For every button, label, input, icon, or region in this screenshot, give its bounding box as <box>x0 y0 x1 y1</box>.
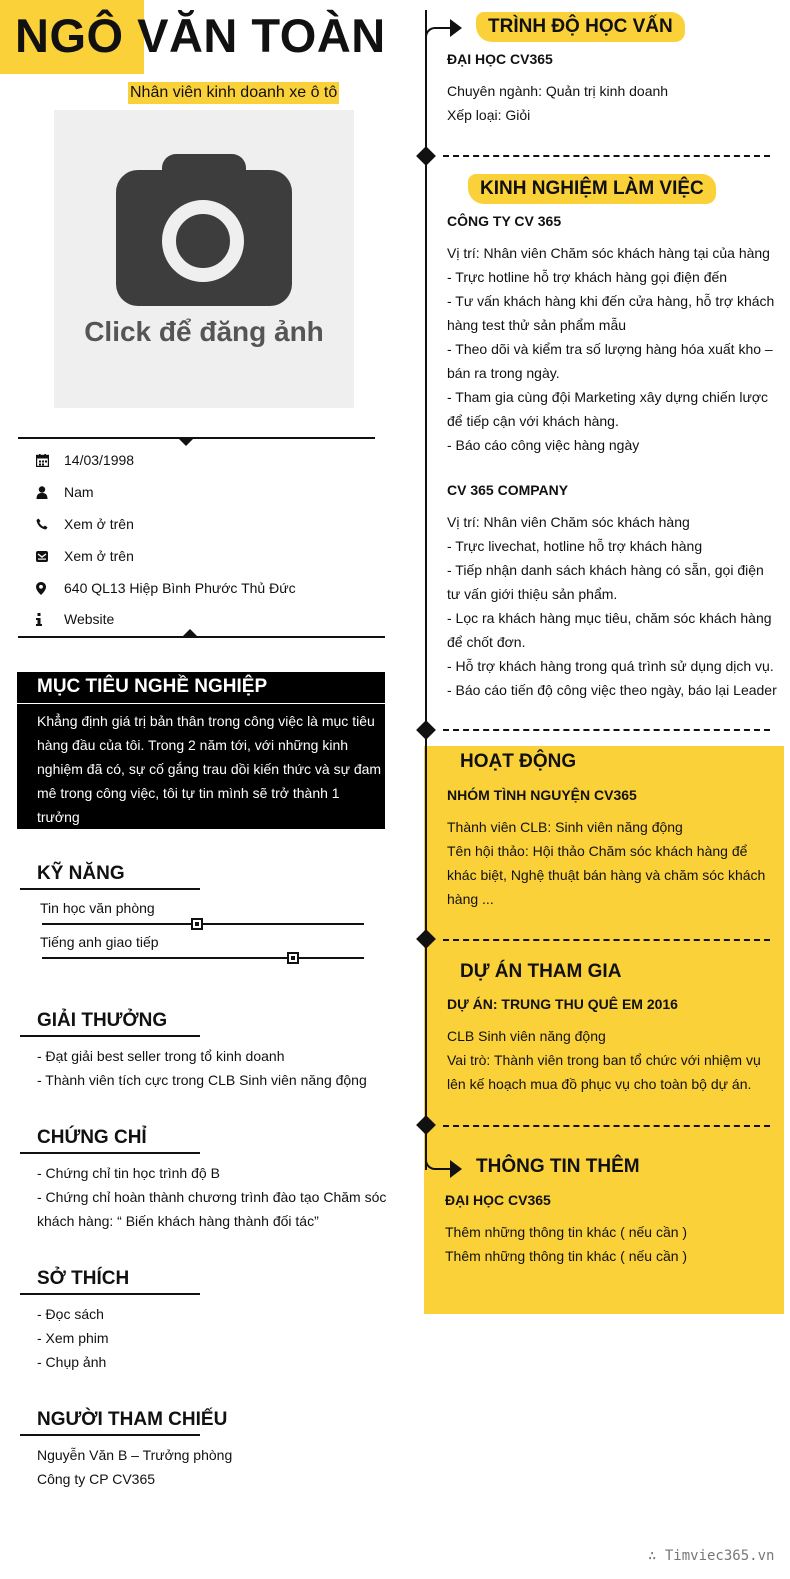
job-title: Nhân viên kinh doanh xe ô tô <box>128 82 339 104</box>
skill-label: Tiếng anh giao tiếp <box>40 934 159 950</box>
job-line: Vị trí: Nhân viên Chăm sóc khách hàng <box>447 514 690 530</box>
project-line: Vai trò: Thành viên trong ban tổ chức với nhiệm vụ <box>447 1052 761 1068</box>
job-line: - Lọc ra khách hàng mục tiêu, chăm sóc khách hàng <box>447 610 772 626</box>
section-separator <box>443 729 770 731</box>
gender-value: Nam <box>64 484 94 500</box>
objective-line: phòng CSKH trong tương lai. <box>37 833 219 849</box>
activity-line: khác biệt, Nghệ thuật bán hàng và chăm sóc khách <box>447 867 766 883</box>
hobbies-list <box>37 1302 109 1374</box>
divider-arrow-down <box>178 438 194 446</box>
education-details <box>447 79 777 127</box>
skill-level-knob <box>287 952 299 964</box>
activity-line: hàng ... <box>447 891 494 907</box>
job-company: CV 365 COMPANY <box>447 482 569 498</box>
section-separator <box>443 939 770 941</box>
job-line: - Tư vấn khách hàng khi đến cửa hàng, hỗ trợ khách <box>447 293 775 309</box>
website-value: Website <box>64 611 115 627</box>
job-line: Vị trí: Nhân viên Chăm sóc khách hàng tại của hàng <box>447 245 770 261</box>
certificates-divider <box>20 1152 200 1154</box>
activity-line: Tên hội thảo: Hội thảo Chăm sóc khách hàng để <box>447 843 748 859</box>
job-details <box>447 510 777 702</box>
hobby-item: - Xem phim <box>37 1330 109 1346</box>
activities-title: HOẠT ĐỘNG <box>460 751 577 772</box>
career-objective <box>17 672 385 849</box>
additional-title: THÔNG TIN THÊM <box>476 1156 640 1177</box>
skill-level-knob <box>191 918 203 930</box>
awards-title: GIẢI THƯỞNG <box>37 1010 168 1031</box>
activity-line: Thành viên CLB: Sinh viên năng động <box>447 819 683 835</box>
references-list <box>37 1443 232 1491</box>
divider-arrow-up <box>182 629 198 637</box>
address-value: 640 QL13 Hiệp Bình Phước Thủ Đức <box>64 580 296 596</box>
activities-group: NHÓM TÌNH NGUYỆN CV365 <box>447 787 637 803</box>
info-website <box>36 609 114 629</box>
objective-line: mê trong công việc, tôi tự tin mình sẽ trở thành 1 trưởng <box>37 785 340 825</box>
additional-school: ĐẠI HỌC CV365 <box>445 1192 551 1208</box>
additional-line: Thêm những thông tin khác ( nếu cần ) <box>445 1248 688 1264</box>
camera-lens <box>162 200 244 282</box>
reference-item: Nguyễn Văn B – Trưởng phòng <box>37 1447 233 1463</box>
experience-title: KINH NGHIỆM LÀM VIỆC <box>470 176 714 202</box>
job-line: - Theo dõi và kiểm tra số lượng hàng hóa xuất kho – <box>447 341 773 357</box>
job-line: - Tiếp nhận danh sách khách hàng có sẵn, gọi điện <box>447 562 764 578</box>
info-email <box>36 546 134 566</box>
job-line: tư vấn giới thiệu sản phẩm. <box>447 586 618 602</box>
hobby-item: - Chụp ảnh <box>37 1354 107 1370</box>
hobbies-title: SỞ THÍCH <box>37 1268 130 1289</box>
job-line: - Báo cáo công việc hàng ngày <box>447 437 640 453</box>
info-top-divider <box>18 437 375 439</box>
section-separator <box>443 155 770 157</box>
section-separator <box>443 1125 770 1127</box>
skills-divider <box>20 888 200 890</box>
info-gender <box>36 482 94 502</box>
awards-divider <box>20 1035 200 1037</box>
timeline-line <box>425 10 427 1170</box>
skills-title: KỸ NĂNG <box>37 863 125 884</box>
watermark: ∴ Timviec365.vn <box>648 1548 775 1564</box>
skill-bar <box>42 923 364 925</box>
birthday-value: 14/03/1998 <box>64 452 135 468</box>
arrow-right-icon <box>450 19 462 37</box>
phone-icon <box>36 518 64 530</box>
job-line: để tiếp cận với khách hàng. <box>447 413 619 429</box>
award-item: - Thành viên tích cực trong CLB Sinh viên năng động <box>37 1072 367 1088</box>
hobby-item: - Đọc sách <box>37 1306 104 1322</box>
objective-line: hàng đầu của tôi. Trong 2 năm tới, với những kinh <box>37 737 349 753</box>
job-details <box>447 241 777 457</box>
arrow-right-icon <box>450 1160 462 1178</box>
additional-line: Thêm những thông tin khác ( nếu cần ) <box>445 1224 688 1240</box>
envelope-icon <box>36 551 64 562</box>
job-line: hàng test thử sản phẩm mẫu <box>447 317 627 333</box>
job-line: bán ra trong ngày. <box>447 365 560 381</box>
project-name: DỰ ÁN: TRUNG THU QUÊ EM 2016 <box>447 996 678 1012</box>
info-icon <box>36 613 64 626</box>
objective-divider <box>17 703 385 704</box>
email-value: Xem ở trên <box>64 548 134 564</box>
references-title: NGƯỜI THAM CHIẾU <box>37 1409 228 1430</box>
candidate-name: NGÔ VĂN TOÀN <box>15 9 386 62</box>
education-line: Xếp loại: Giỏi <box>447 107 531 123</box>
user-icon <box>36 486 64 499</box>
job-line: - Trực hotline hỗ trợ khách hàng gọi điện đến <box>447 269 728 285</box>
objective-line: nghiệm đã có, sự cố gắng trau dồi kiến thức và sự đam <box>37 761 382 777</box>
calendar-icon <box>36 454 64 467</box>
education-title: TRÌNH ĐỘ HỌC VẤN <box>478 14 683 40</box>
timeline-node <box>416 720 436 740</box>
certificate-item: khách hàng: “ Biến khách hàng thành đối tác” <box>37 1213 319 1229</box>
award-item: - Đạt giải best seller trong tổ kinh doanh <box>37 1048 285 1064</box>
job-line: để chốt đơn. <box>447 634 526 650</box>
timeline-node <box>416 146 436 166</box>
photo-upload[interactable] <box>54 110 354 408</box>
education-school: ĐẠI HỌC CV365 <box>447 51 553 67</box>
map-pin-icon <box>36 582 64 595</box>
objective-title: MỤC TIÊU NGHỀ NGHIỆP <box>37 676 268 697</box>
skill-bar <box>42 957 364 959</box>
project-line: CLB Sinh viên năng động <box>447 1028 606 1044</box>
project-details <box>447 1024 777 1096</box>
activities-details <box>447 815 777 911</box>
photo-caption: Click để đăng ảnh <box>84 316 324 347</box>
job-line: - Tham gia cùng đội Marketing xây dựng chiến lược <box>447 389 769 405</box>
project-line: lên kế hoạch mua đồ phục vụ cho toàn bộ dự án. <box>447 1076 752 1092</box>
info-bottom-divider <box>18 636 385 638</box>
certificate-item: - Chứng chỉ hoàn thành chương trình đào tạo Chăm sóc <box>37 1189 387 1205</box>
skill-label: Tin học văn phòng <box>40 900 155 916</box>
job-line: - Hỗ trợ khách hàng trong quá trình sử dụng dịch vụ. <box>447 658 774 674</box>
hobbies-divider <box>20 1293 200 1295</box>
certificates-list <box>37 1161 386 1233</box>
job-line: - Báo cáo tiến độ công việc theo ngày, báo lại Leader <box>447 682 777 698</box>
references-divider <box>20 1434 200 1436</box>
education-line: Chuyên ngành: Quản trị kinh doanh <box>447 83 669 99</box>
job-line: - Trực livechat, hotline hỗ trợ khách hàng <box>447 538 703 554</box>
objective-line: Khẳng định giá trị bản thân trong công việc là mục tiêu <box>37 713 375 729</box>
additional-details <box>445 1220 775 1268</box>
projects-title: DỰ ÁN THAM GIA <box>460 961 622 982</box>
job-company: CÔNG TY CV 365 <box>447 213 562 229</box>
certificates-title: CHỨNG CHỈ <box>37 1127 147 1148</box>
objective-text <box>37 709 383 853</box>
timeline-corner <box>425 27 441 43</box>
phone-value: Xem ở trên <box>64 516 134 532</box>
awards-list <box>37 1044 367 1092</box>
info-address <box>36 578 296 598</box>
certificate-item: - Chứng chỉ tin học trình độ B <box>37 1165 220 1181</box>
info-phone <box>36 514 134 534</box>
reference-item: Công ty CP CV365 <box>37 1471 156 1487</box>
info-birthday <box>36 450 134 470</box>
